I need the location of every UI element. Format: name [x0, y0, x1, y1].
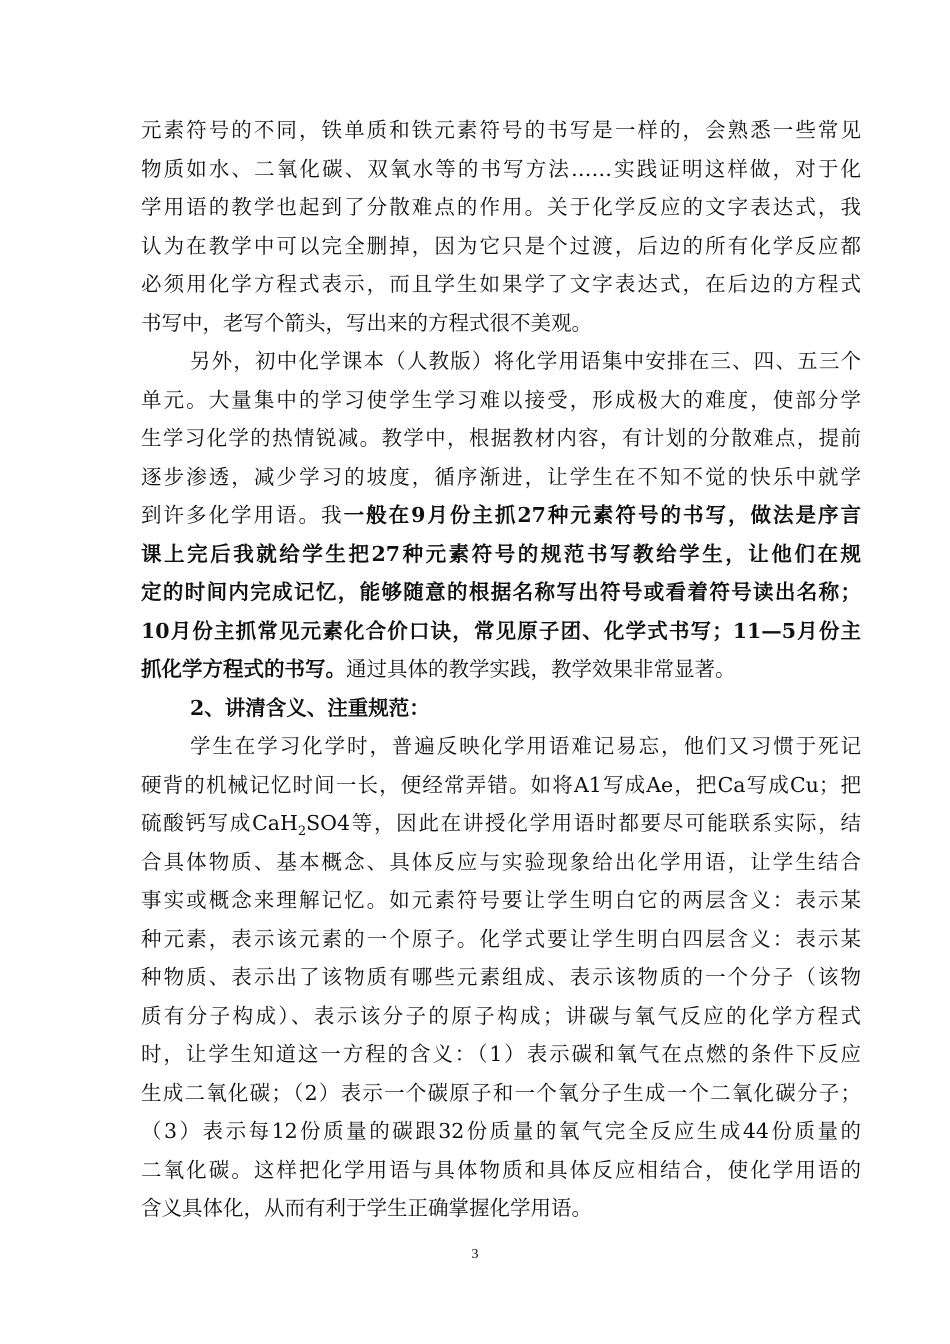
- paragraph2-line3: 生学习化学的热情锐减。教学中，根据教材内容，有计划的分散难点，提前: [141, 426, 861, 450]
- paragraph3-line9: 时，让学生知道这一方程的含义：（1）表示碳和氧气在点燃的条件下反应: [141, 1042, 861, 1066]
- paragraph2-line8: 10月份主抓常见元素化合价口诀，常见原子团、化学式书写；11—5月份主: [141, 619, 861, 643]
- section-heading-2: 2、讲清含义、注重规范：: [190, 696, 430, 720]
- paragraph3-line1: 学生在学习化学时，普遍反映化学用语难记易忘，他们又习惯于死记: [190, 734, 861, 758]
- paragraph3-line5: 事实或概念来理解记忆。如元素符号要让学生明白它的两层含义：表示某: [141, 888, 861, 912]
- paragraph3-line3-after: SO4等，因此在讲授化学用语时都要尽可能联系实际，结: [306, 811, 861, 835]
- paragraph2-line2: 单元。大量集中的学习使学生学习难以接受，形成极大的难度，使部分学: [141, 388, 861, 412]
- paragraph2-line9-bold: 抓化学方程式的书写。: [141, 657, 346, 681]
- paragraph3-line2: 硬背的机械记忆时间一长，便经常弄错。如将A1写成Ae，把Ca写成Cu；把: [141, 773, 861, 797]
- paragraph3-line7: 种物质、表示出了该物质有哪些元素组成、表示该物质的一个分子（该物: [141, 965, 861, 989]
- paragraph3-line3-before: 硫酸钙写成CaH: [141, 811, 298, 835]
- paragraph1-line1: 元素符号的不同，铁单质和铁元素符号的书写是一样的，会熟悉一些常见: [141, 118, 861, 142]
- paragraph2-line9-normal: 通过具体的教学实践，教学效果非常显著。: [346, 657, 736, 681]
- paragraph1-line4: 认为在教学中可以完全删掉，因为它只是个过渡，后边的所有化学反应都: [141, 234, 861, 258]
- paragraph2-line7: 定的时间内完成记忆，能够随意的根据名称写出符号或看着符号读出名称；: [141, 580, 861, 604]
- paragraph1-line2: 物质如水、二氧化碳、双氧水等的书写方法……实践证明这样做，对于化: [141, 157, 861, 181]
- paragraph3-line3-subscript: 2: [297, 824, 307, 840]
- paragraph3-line4: 合具体物质、基本概念、具体反应与实验现象给出化学用语，让学生结合: [141, 850, 861, 874]
- paragraph3-line12: 二氧化碳。这样把化学用语与具体物质和具体反应相结合，使化学用语的: [141, 1158, 861, 1182]
- paragraph2-line1: 另外，初中化学课本（人教版）将化学用语集中安排在三、四、五三个: [190, 349, 861, 373]
- paragraph2-line5-bold: 一般在9月份主抓27种元素符号的书写，做法是序言: [343, 503, 861, 527]
- paragraph3-line3: [141, 809, 861, 840]
- paragraph2-line4: 逐步渗透，减少学习的坡度，循序渐进，让学生在不知不觉的快乐中就学: [141, 465, 861, 489]
- paragraph1-line3: 学用语的教学也起到了分散难点的作用。关于化学反应的文字表达式，我: [141, 195, 861, 219]
- paragraph1-line5: 必须用化学方程式表示，而且学生如果学了文字表达式，在后边的方程式: [141, 272, 861, 296]
- paragraph3-line8: 质有分子构成）、表示该分子的原子构成；讲碳与氧气反应的化学方程式: [141, 1004, 861, 1028]
- paragraph2-line5-normal: 到许多化学用语。我: [141, 503, 344, 527]
- page-number: 3: [471, 1247, 479, 1262]
- paragraph3-line13: 含义具体化，从而有利于学生正确掌握化学用语。: [141, 1196, 592, 1220]
- paragraph2-line9: [141, 655, 861, 683]
- paragraph3-line6: 种元素，表示该元素的一个原子。化学式要让学生明白四层含义：表示某: [141, 927, 861, 951]
- paragraph2-line6: 课上完后我就给学生把27种元素符号的规范书写教给学生，让他们在规: [141, 542, 861, 566]
- paragraph3-line10: 生成二氧化碳；（2）表示一个碳原子和一个氧分子生成一个二氧化碳分子；: [141, 1081, 861, 1105]
- paragraph3-line11: （3）表示每12份质量的碳跟32份质量的氧气完全反应生成44份质量的: [141, 1119, 861, 1143]
- paragraph2-line5: [141, 501, 861, 529]
- paragraph1-line6: 书写中，老写个箭头，写出来的方程式很不美观。: [141, 311, 592, 335]
